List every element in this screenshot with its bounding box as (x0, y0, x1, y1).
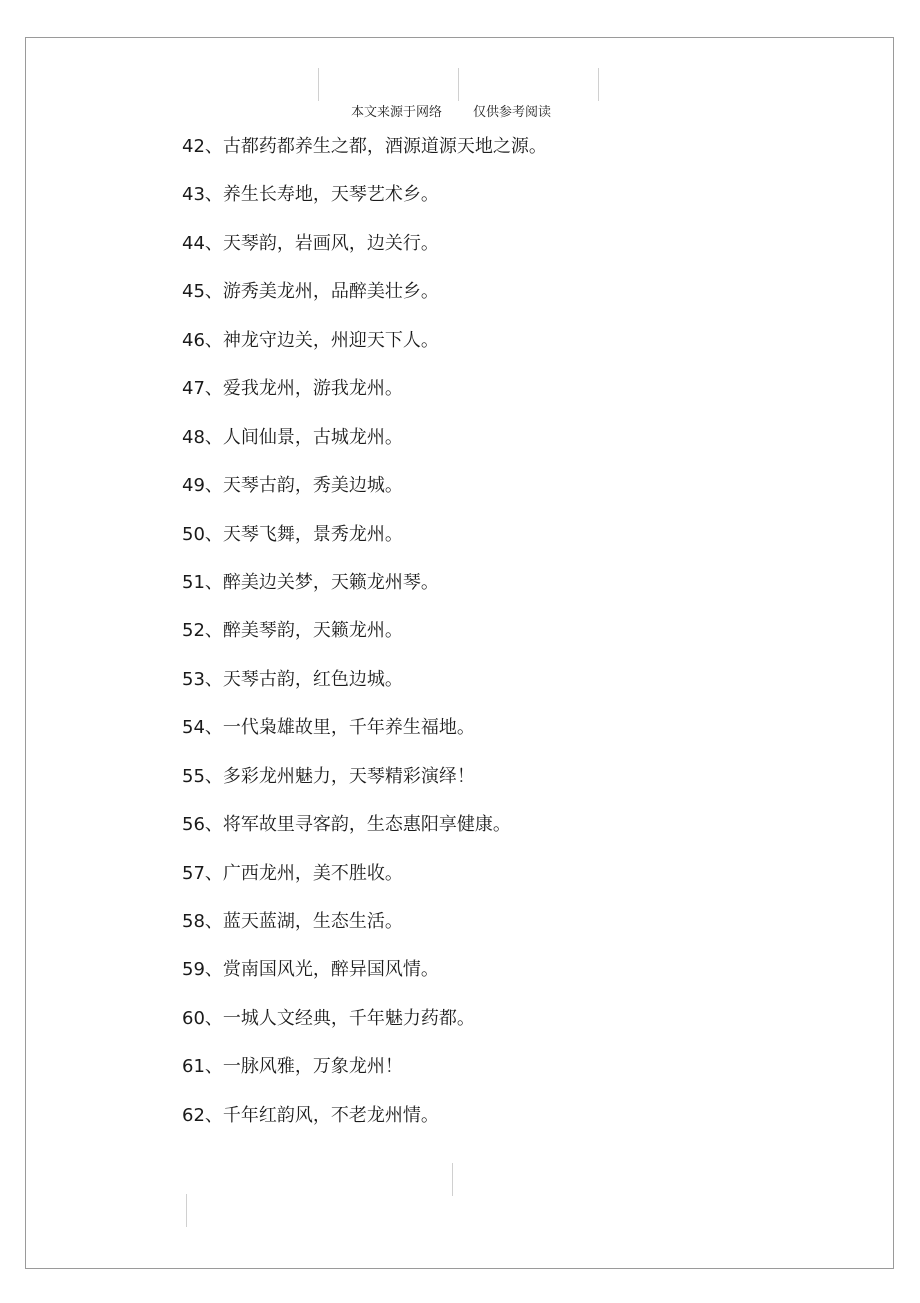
slogan-line: 57、广西龙州，美不胜收。 (182, 862, 403, 884)
slogan-line: 49、天琴古韵，秀美边城。 (182, 475, 403, 497)
divider-line (318, 68, 319, 101)
slogan-line: 59、赏南国风光，醉异国风情。 (182, 959, 439, 981)
slogan-line: 47、爱我龙州，游我龙州。 (182, 378, 403, 400)
slogan-line: 54、一代枭雄故里，千年养生福地。 (182, 717, 475, 739)
slogan-line: 45、游秀美龙州，品醉美壮乡。 (182, 281, 439, 303)
slogan-line: 48、人间仙景，古城龙州。 (182, 426, 403, 448)
slogan-line: 42、古都药都养生之都，酒源道源天地之源。 (182, 136, 547, 157)
header-source-text: 本文来源于网络 (351, 105, 443, 120)
header-reference-text: 仅供参考阅读 (473, 105, 552, 120)
slogan-line: 50、天琴飞舞，景秀龙州。 (182, 523, 403, 545)
divider-line (452, 1163, 453, 1196)
slogan-line: 52、醉美琴韵，天籁龙州。 (182, 620, 403, 642)
slogan-line: 55、多彩龙州魅力，天琴精彩演绎！ (182, 765, 475, 787)
slogan-line: 61、一脉风雅，万象龙州！ (182, 1056, 403, 1078)
divider-line (598, 68, 599, 101)
divider-line (186, 1194, 187, 1227)
slogan-line: 46、神龙守边关，州迎天下人。 (182, 329, 439, 351)
slogan-line: 62、千年红韵风，不老龙州情。 (182, 1104, 439, 1126)
slogan-line: 44、天琴韵，岩画风，边关行。 (182, 232, 439, 254)
slogan-line: 58、蓝天蓝湖，生态生活。 (182, 911, 403, 932)
slogan-line: 43、养生长寿地，天琴艺术乡。 (182, 184, 439, 206)
slogan-line: 56、将军故里寻客韵，生态惠阳享健康。 (182, 814, 511, 836)
slogan-list (182, 133, 782, 1150)
slogan-line: 51、醉美边关梦，天籁龙州琴。 (182, 571, 439, 593)
slogan-line: 60、一城人文经典，千年魅力药都。 (182, 1007, 475, 1029)
page-header (0, 101, 920, 121)
slogan-line: 53、天琴古韵，红色边城。 (182, 668, 403, 690)
divider-line (458, 68, 459, 101)
